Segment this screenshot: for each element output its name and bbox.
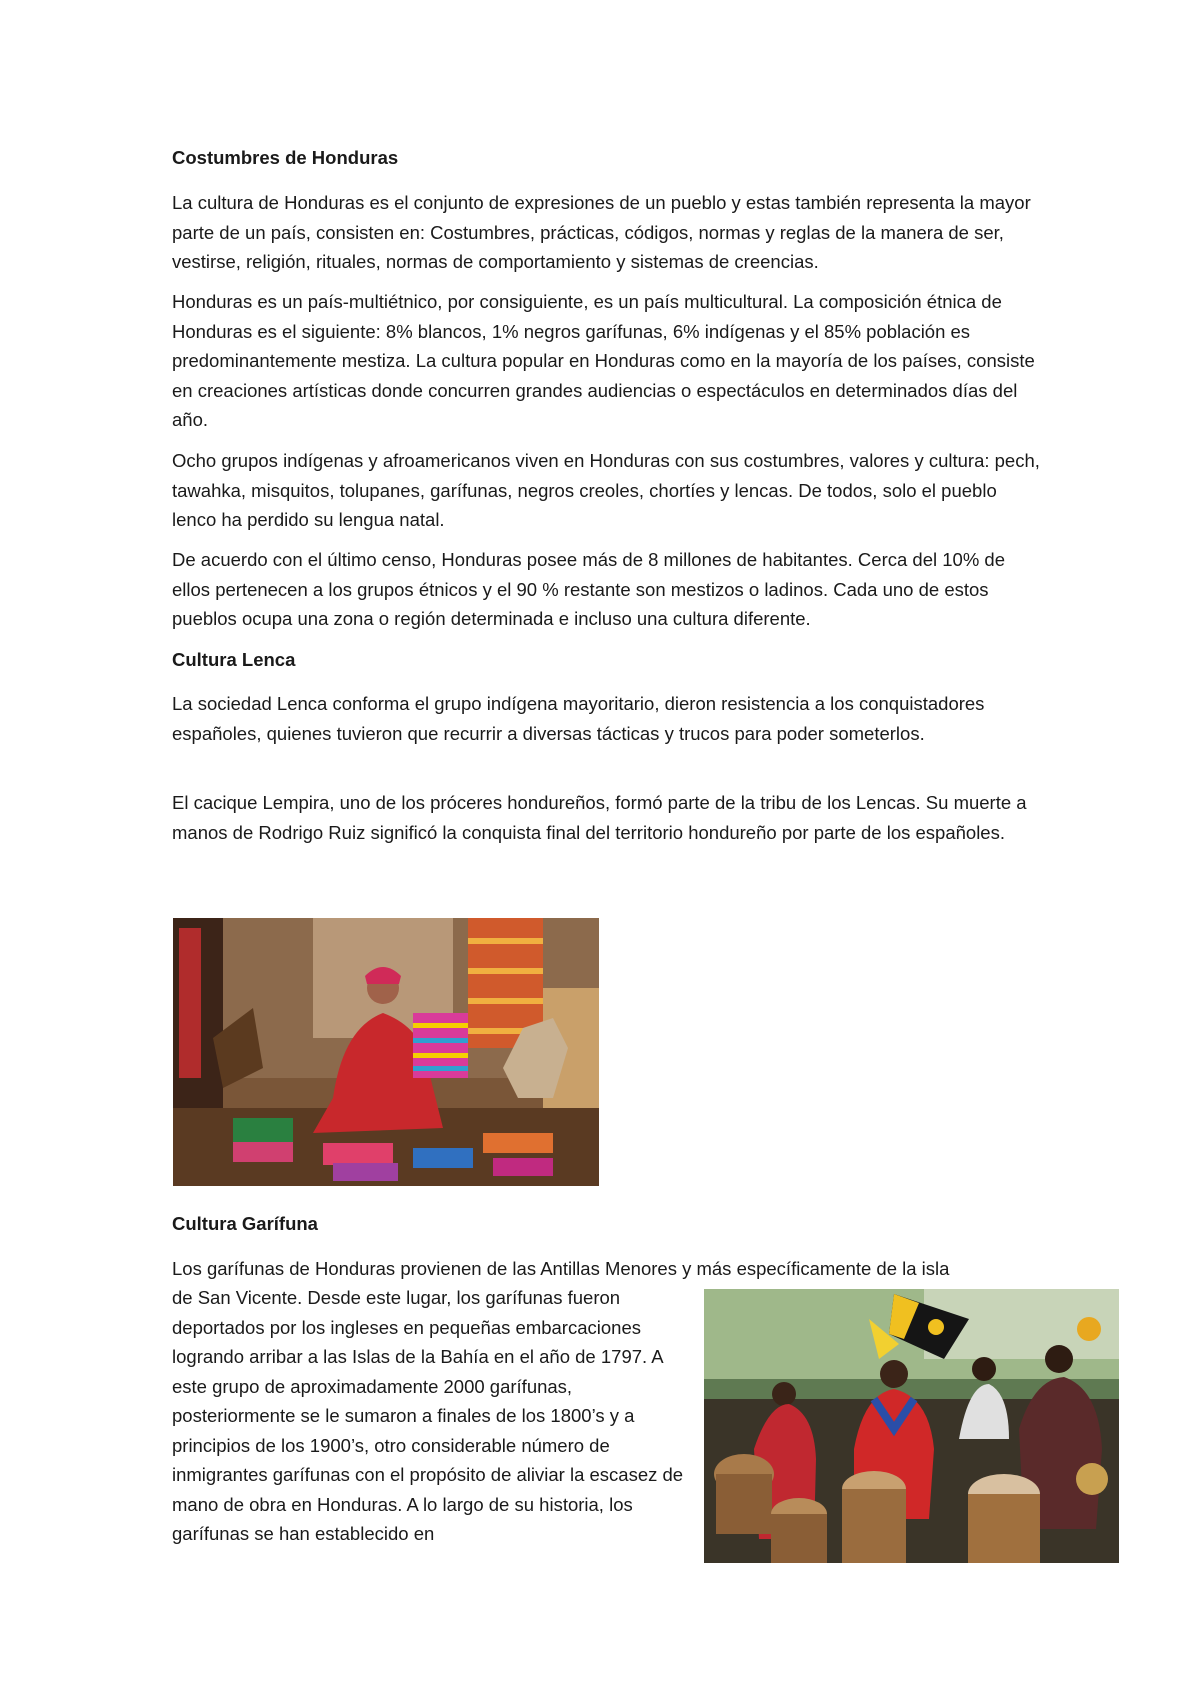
document-title: Costumbres de Honduras bbox=[172, 147, 399, 168]
paragraph-lempira: El cacique Lempira, uno de los próceres hondureños, formó parte de la tribu de los Lencas. Su muerte a manos de Rodrigo Ruiz significó la conquista final del territorio hondureño por parte de los españoles. bbox=[172, 792, 1027, 843]
paragraph-culture-definition: La cultura de Honduras es el conjunto de expresiones de un pueblo y estas también representa la mayor parte de un país, consisten en: Costumbres, prácticas, códigos, normas y reglas de la manera de ser, vestirse, religión, rituales, normas de comportamiento y sistemas de creencias. bbox=[172, 192, 1031, 272]
paragraph-indigenous-groups: Ocho grupos indígenas y afroamericanos viven en Honduras con sus costumbres, valores y cultura: pech, tawahka, misquitos, tolupanes, garífunas, negros creoles, chortíes y lencas. De todos, solo el pueblo lenco ha perdido su lengua natal. bbox=[172, 450, 1040, 530]
garifuna-drummers-photo bbox=[704, 1289, 1119, 1563]
paragraph-lenca-society: La sociedad Lenca conforma el grupo indígena mayoritario, dieron resistencia a los conquistadores españoles, quienes tuvieron que recurrir a diversas tácticas y trucos para poder someterlos. bbox=[172, 693, 985, 744]
paragraph-garifuna-history: de San Vicente. Desde este lugar, los garífunas fueron deportados por los ingleses en pequeñas embarcaciones logrando arribar a las Islas de la Bahía en el año de 1797. A este grupo de aproximadamente 2000 garífunas, posteriormente se le sumaron a finales de los 1800’s y a principios de los 1900’s, otro considerable número de inmigrantes garífunas con el propósito de aliviar la escasez de mano de obra en Honduras. A lo largo de su historia, los garífunas se han establecido en bbox=[172, 1287, 684, 1544]
paragraph-multiethnic: Honduras es un país-multiétnico, por consiguiente, es un país multicultural. La composición étnica de Honduras es el siguiente: 8% blancos, 1% negros garífunas, 6% indígenas y el 85% población es predominantemente mestiza. La cultura popular en Honduras como en la mayoría de los países, consiste en creaciones artísticas donde concurren grandes audiencias o espectáculos en determinados días del año. bbox=[172, 291, 1035, 430]
paragraph-census: De acuerdo con el último censo, Honduras posee más de 8 millones de habitantes. Cerca del 10% de ellos pertenecen a los grupos étnicos y el 90 % restante son mestizos o ladinos. Cada uno de estos pueblos ocupa una zona o región determinada e incluso una cultura diferente. bbox=[172, 549, 1005, 629]
heading-cultura-lenca: Cultura Lenca bbox=[172, 649, 296, 670]
heading-cultura-garifuna: Cultura Garífuna bbox=[172, 1213, 318, 1234]
lenca-weaver-photo bbox=[173, 918, 599, 1186]
paragraph-garifuna-line1: Los garífunas de Honduras provienen de las Antillas Menores y más específicamente de la isla bbox=[172, 1258, 950, 1279]
